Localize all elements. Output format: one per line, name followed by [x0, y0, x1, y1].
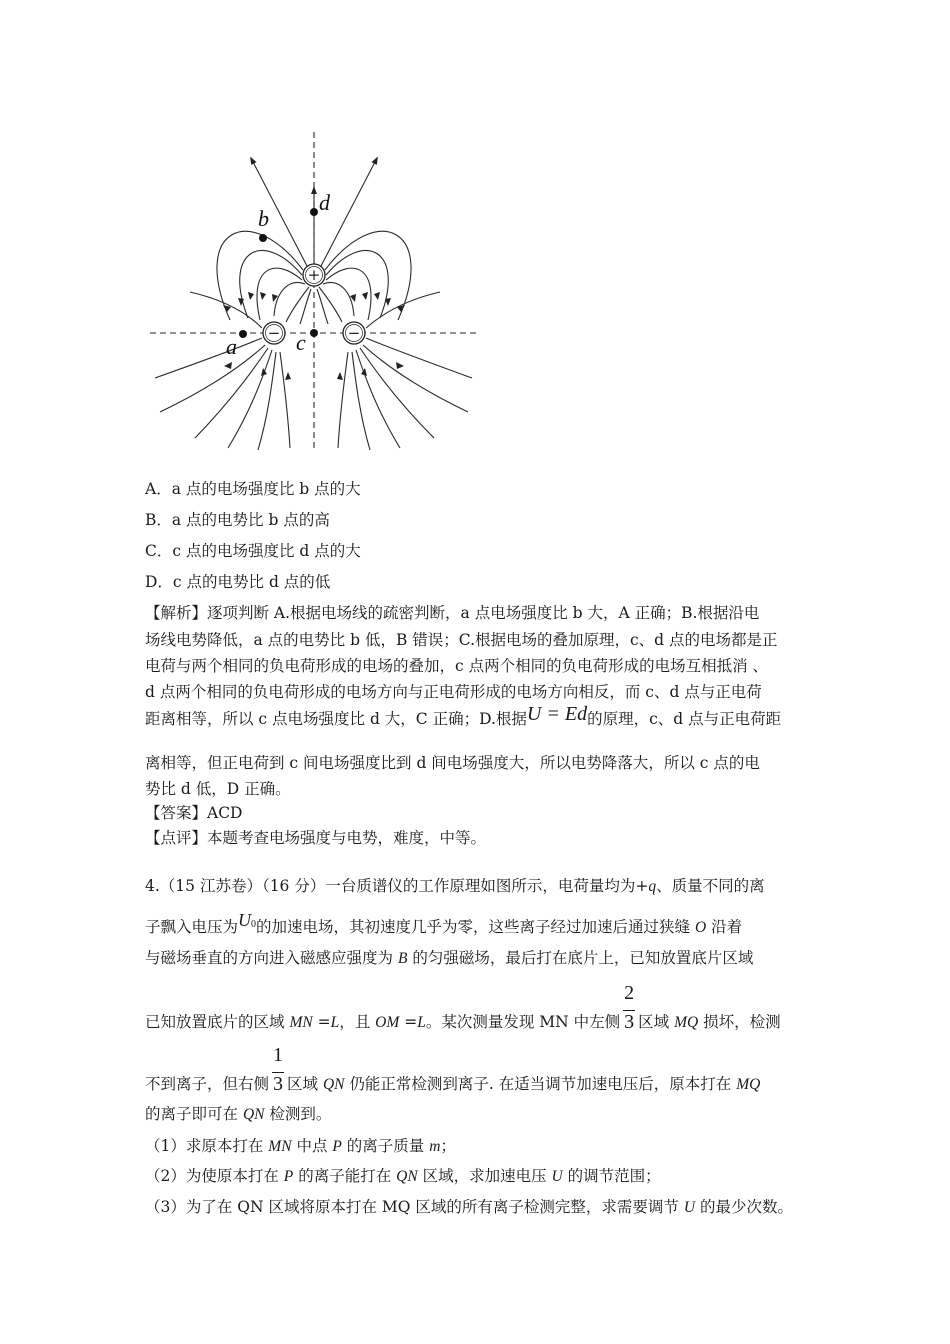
- analysis-line: 势比 d 低，D 正确。: [145, 780, 291, 798]
- field-line: [366, 338, 472, 378]
- field-line: [240, 250, 302, 318]
- negative-charge-left: [263, 322, 285, 344]
- field-line: [195, 348, 268, 438]
- label-b: b: [258, 206, 269, 231]
- fraction-two-thirds: $\frac{2}{3}$: [624, 982, 635, 1033]
- field-line: [356, 350, 400, 448]
- question-1: （1）求原本打在 MN 中点 P 的离子质量 m；: [145, 1137, 456, 1155]
- question-2: （2）为使原本打在 P 的离子能打在 QN 区域，求加速电压 U 的调节范围；: [145, 1167, 661, 1185]
- analysis-line: 【解析】逐项判断 A.根据电场线的疏密判断，a 点电场强度比 b 大，A 正确；B.根据沿电: [145, 604, 760, 622]
- field-line: [326, 250, 388, 318]
- fraction-one-third: $\frac{1}{3}$: [273, 1044, 284, 1095]
- field-line: [363, 345, 468, 412]
- label-d: d: [319, 190, 330, 215]
- analysis-line: 距离相等，所以 c 点电场强度比 d 大，C 正确；D.根据U = Ed的原理，c、d 点与正电荷距: [145, 703, 782, 728]
- field-line: [280, 352, 290, 448]
- point-b: [259, 234, 267, 242]
- field-line: [300, 289, 311, 324]
- analysis-line: 离相等，但正电荷到 c 间电场强度比到 d 间电场强度大，所以电势降落大，所以 c 点的电: [145, 754, 760, 772]
- analysis-line: 场线电势降低，a 点的电势比 b 低，B 错误；C.根据电场的叠加原理，c、d 点的电场都是正: [145, 631, 778, 649]
- field-line: [360, 348, 434, 438]
- option-c: C．c 点的电场强度比 d 点的大: [145, 542, 361, 560]
- option-a: A．a 点的电场强度比 b 点的大: [145, 480, 361, 498]
- option-b: B．a 点的电势比 b 点的高: [145, 511, 330, 529]
- question-3: （3）为了在 QN 区域将原本打在 MQ 区域的所有离子检测完整，求需要调节 U 的最少次数。: [145, 1198, 793, 1216]
- analysis-line: d 点两个相同的负电荷形成的电场方向与正电荷形成的电场方向相反，而 c、d 点与正电荷: [145, 683, 762, 701]
- field-line: [317, 289, 328, 324]
- svg-text:−: −: [347, 324, 361, 342]
- field-line: [258, 352, 276, 450]
- positive-charge: [303, 264, 325, 286]
- field-line: [217, 231, 303, 320]
- field-line: [352, 352, 370, 450]
- comment-line: 【点评】本题考查电场强度与电势，难度，中等。: [145, 829, 487, 847]
- field-line: [155, 338, 262, 378]
- field-line: [338, 352, 348, 448]
- svg-text:+: +: [307, 266, 321, 284]
- field-line: [160, 345, 265, 412]
- problem-line: 的离子即可在 QN 检测到。: [145, 1105, 332, 1123]
- formula: U = Ed: [526, 703, 588, 725]
- option-d: D．c 点的电势比 d 点的低: [145, 573, 331, 591]
- analysis-line: 电荷与两个相同的负电荷形成的电场的叠加，c 点两个相同的负电荷形成的电场互相抵消 、: [145, 657, 769, 675]
- problem-line: 子飘入电压为U0的加速电场，其初速度几乎为零，这些离子经过加速后通过狭缝 O 沿着: [145, 910, 743, 936]
- answer-line: 【答案】ACD: [145, 804, 243, 822]
- point-c: [310, 329, 318, 337]
- negative-charge-right: [343, 322, 365, 344]
- problem-line: 已知放置底片的区域 MN =L，且 OM =L。某次测量发现 MN 中左侧 $\frac{2}{3}$ 区域 MQ 损坏，检测: [145, 982, 781, 1033]
- problem-line: 不到离子，但右侧 $\frac{1}{3}$ 区域 QN 仍能正常检测到离子. 在适当调节加速电压后，原本打在 MQ: [145, 1044, 761, 1095]
- field-line: [228, 350, 272, 448]
- electric-field-figure: [140, 128, 490, 458]
- problem-line: 4.（15 江苏卷）（16 分）一台质谱仪的工作原理如图所示，电荷量均为+q、质量不同的离: [145, 877, 765, 895]
- problem-line: 与磁场垂直的方向进入磁感应强度为 B 的匀强磁场，最后打在底片上，已知放置底片区域: [145, 949, 754, 967]
- point-a: [239, 330, 247, 338]
- label-a: a: [226, 334, 237, 359]
- point-d: [310, 208, 318, 216]
- svg-text:−: −: [267, 324, 281, 342]
- label-c: c: [296, 330, 306, 355]
